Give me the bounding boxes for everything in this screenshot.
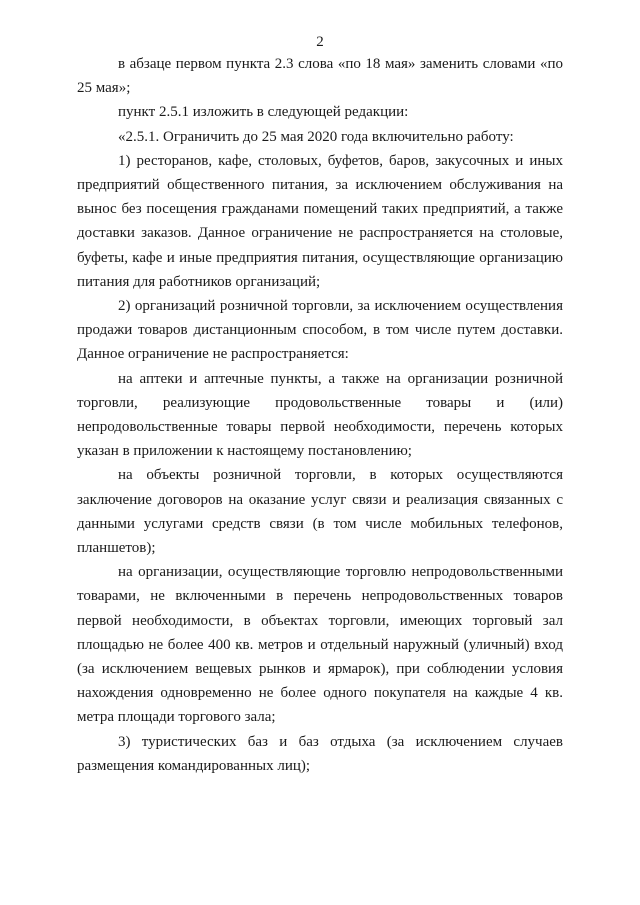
- paragraph-2-5-1-intro: пункт 2.5.1 изложить в следующей редакции:: [118, 104, 409, 121]
- paragraph-exception-pharmacies: на аптеки и аптечные пункты, а также на организации розничной торговли, реализующие продовольственные товары и (или) непродовольственные товары первой необходимости, перечень которых указан в приложении к настоящему постановлению;: [77, 370, 563, 460]
- paragraph-item-2-retail: 2) организаций розничной торговли, за исключением осуществления продажи товаров дистанционным способом, в том числе путем доставки. Данное ограничение не распространяется:: [77, 298, 563, 363]
- paragraph-amend-2-3: в абзаце первом пункта 2.3 слова «по 18 мая» заменить словами «по 25 мая»;: [77, 56, 563, 97]
- paragraph-exception-telecom: на объекты розничной торговли, в которых осуществляются заключение договоров на оказание услуг связи и реализация связанных с данными услугами средств связи (в том числе мобильных телефонов, планшетов);: [77, 467, 563, 557]
- paragraph-2-5-1-heading: «2.5.1. Ограничить до 25 мая 2020 года включительно работу:: [118, 128, 514, 145]
- paragraph-item-3-tourist-bases: 3) туристических баз и баз отдыха (за исключением случаев размещения командированных лиц);: [77, 733, 563, 774]
- document-body: [77, 52, 563, 778]
- paragraph-exception-nonfood: на организации, осуществляющие торговлю непродовольственными товарами, не включенными в перечень непродовольственных товаров первой необходимости, в объектах торговли, имеющих торговый зал площадью не более 400 кв. метров и отдельный наружный (уличный) вход (за исключением вещевых рынков и ярмарок), при соблюдении условия нахождения одновременно не более одного покупателя на каждые 4 кв. метра площади торгового зала;: [77, 564, 563, 726]
- page-number: 2: [316, 34, 324, 50]
- paragraph-item-1-restaurants: 1) ресторанов, кафе, столовых, буфетов, баров, закусочных и иных предприятий общественного питания, за исключением обслуживания на вынос без посещения гражданами помещений таких предприятий, а также доставки заказов. Данное ограничение не распространяется на столовые, буфеты, кафе и иные предприятия питания, осуществляющие организацию питания для работников организаций;: [77, 152, 563, 290]
